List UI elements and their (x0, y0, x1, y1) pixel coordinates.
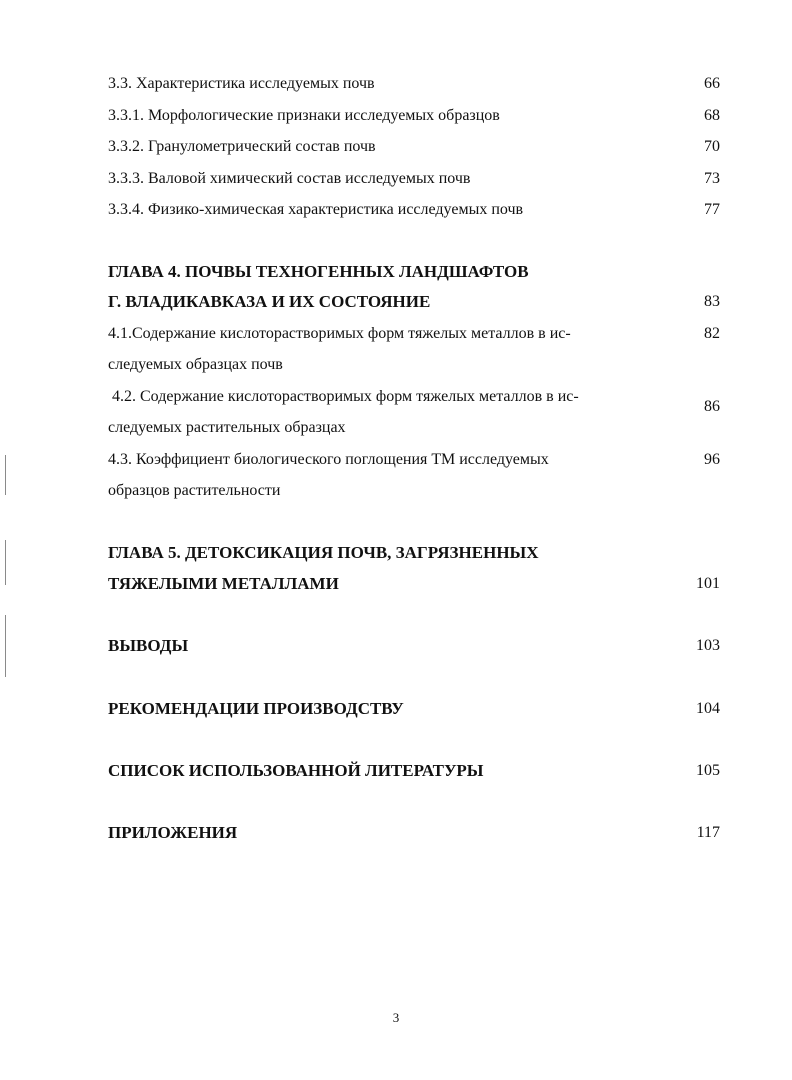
toc-entry-4-1[interactable] (108, 322, 720, 346)
chapter-5-heading-line2[interactable] (108, 572, 720, 596)
toc-entry-page: 77 (704, 201, 720, 218)
toc-section-conclusions[interactable] (108, 634, 720, 658)
section-title: СПИСОК ИСПОЛЬЗОВАННОЙ ЛИТЕРАТУРЫ (108, 761, 484, 780)
toc-section-recommendations[interactable] (108, 697, 720, 721)
toc-entry-page: 68 (704, 107, 720, 124)
toc-entry-title: 4.2. Содержание кислоторастворимых форм тяжелых металлов в ис- (108, 388, 579, 405)
page-number: 3 (392, 1010, 400, 1025)
section-page: 104 (696, 700, 720, 717)
toc-entry-page: 70 (704, 138, 720, 155)
toc-entry-4-1-cont (108, 353, 720, 377)
toc-entry-3-3-2[interactable] (108, 135, 720, 159)
toc-entry-title-cont: образцов растительности (108, 482, 281, 499)
toc-entry-title: 3.3.4. Физико-химическая характеристика исследуемых почв (108, 201, 524, 218)
chapter-title: ГЛАВА 5. ДЕТОКСИКАЦИЯ ПОЧВ, ЗАГРЯЗНЕННЫХ (108, 543, 539, 562)
toc-entry-title-cont: следуемых растительных образцах (108, 419, 346, 436)
chapter-page: 83 (704, 293, 720, 310)
toc-entry-page: 82 (704, 325, 720, 342)
section-page: 103 (696, 637, 720, 654)
toc-entry-4-3-cont (108, 479, 720, 503)
chapter-title: Г. ВЛАДИКАВКАЗА И ИХ СОСТОЯНИЕ (108, 292, 431, 311)
toc-entry-4-2-cont (108, 416, 720, 440)
toc-entry-page: 73 (704, 170, 720, 187)
toc-entry-title: 4.1.Содержание кислоторастворимых форм тяжелых металлов в ис- (108, 325, 571, 342)
toc-entry-page: 96 (704, 451, 720, 468)
toc-entry-title: 3.3. Характеристика исследуемых почв (108, 75, 375, 92)
section-page: 105 (696, 762, 720, 779)
chapter-5-heading-line1 (108, 541, 720, 565)
chapter-4-heading-line2[interactable] (108, 290, 720, 314)
toc-section-appendices[interactable] (108, 821, 720, 845)
toc-entry-3-3-4[interactable] (108, 198, 720, 222)
toc-entry-3-3-1[interactable] (108, 104, 720, 128)
toc-entry-3-3[interactable] (108, 72, 720, 96)
scan-edge-mark (5, 615, 6, 677)
chapter-4-heading-line1 (108, 260, 720, 284)
chapter-title: ТЯЖЕЛЫМИ МЕТАЛЛАМИ (108, 574, 339, 593)
scan-edge-mark (5, 455, 6, 495)
toc-entry-3-3-3[interactable] (108, 167, 720, 191)
toc-entry-title: 3.3.2. Гранулометрический состав почв (108, 138, 376, 155)
toc-entry-title: 4.3. Коэффициент биологического поглощения ТМ исследуемых (108, 451, 549, 468)
section-title: ВЫВОДЫ (108, 636, 189, 655)
scan-edge-mark (5, 540, 6, 585)
toc-entry-4-3[interactable] (108, 448, 720, 472)
toc-section-references[interactable] (108, 759, 720, 783)
section-page: 117 (696, 824, 720, 841)
toc-entry-page: 66 (704, 75, 720, 92)
toc-entry-title: 3.3.1. Морфологические признаки исследуемых образцов (108, 107, 500, 124)
chapter-page: 101 (696, 575, 720, 592)
toc-entry-page: 86 (704, 398, 720, 415)
toc-entry-title: 3.3.3. Валовой химический состав исследуемых почв (108, 170, 471, 187)
toc-entry-title-cont: следуемых образцах почв (108, 356, 283, 373)
chapter-title: ГЛАВА 4. ПОЧВЫ ТЕХНОГЕННЫХ ЛАНДШАФТОВ (108, 262, 529, 281)
section-title: ПРИЛОЖЕНИЯ (108, 823, 238, 842)
section-title: РЕКОМЕНДАЦИИ ПРОИЗВОДСТВУ (108, 699, 404, 718)
